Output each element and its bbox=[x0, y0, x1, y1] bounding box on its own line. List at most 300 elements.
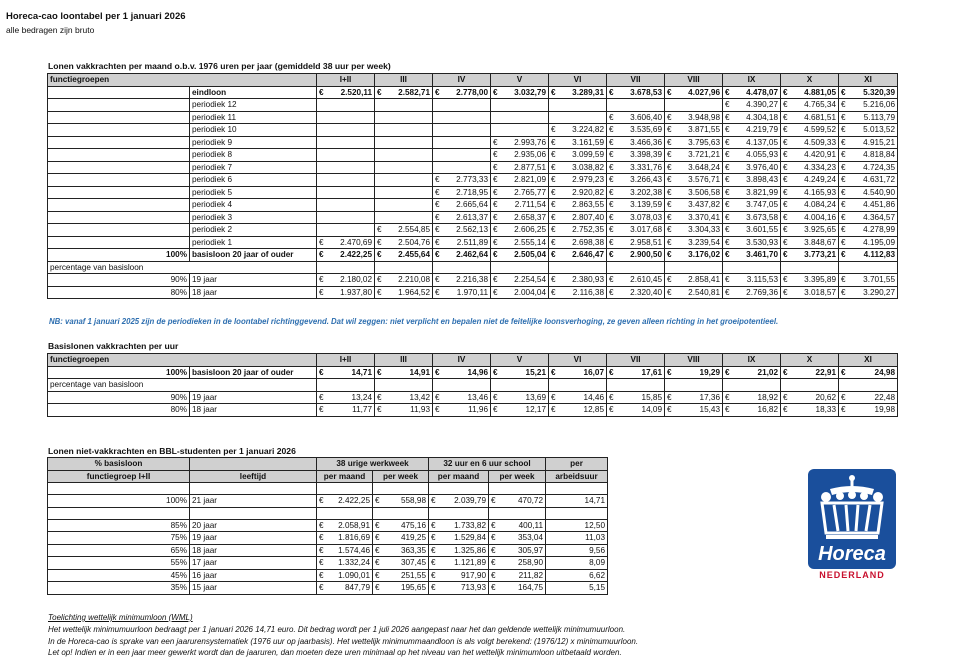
money-value: 4.818,84 bbox=[863, 150, 896, 159]
table-row bbox=[48, 519, 608, 532]
money-cell bbox=[489, 544, 546, 557]
empty-cell bbox=[375, 261, 433, 274]
money-cell bbox=[491, 111, 549, 124]
header-group: III bbox=[375, 74, 433, 87]
currency-symbol: € bbox=[435, 237, 440, 247]
currency-symbol: € bbox=[319, 237, 324, 247]
money-value: 2.646,47 bbox=[572, 250, 605, 259]
currency-symbol: € bbox=[841, 237, 846, 247]
row-percentage: 35% bbox=[48, 582, 190, 595]
money-cell bbox=[429, 557, 489, 570]
money-value: 2.320,40 bbox=[630, 287, 663, 297]
row-percentage: 45% bbox=[48, 569, 190, 582]
currency-symbol: € bbox=[319, 496, 324, 505]
money-value: 3.461,70 bbox=[746, 250, 779, 259]
money-value: 2.858,41 bbox=[688, 275, 721, 284]
currency-symbol: € bbox=[493, 405, 498, 414]
money-value: 3.370,41 bbox=[688, 212, 721, 222]
money-cell bbox=[723, 124, 781, 137]
header-functiegroepen: functiegroepen bbox=[48, 74, 317, 87]
money-value: 3.290,27 bbox=[863, 287, 896, 297]
table-row bbox=[48, 186, 898, 199]
row-age: 15 jaar bbox=[190, 582, 317, 595]
money-cell bbox=[723, 174, 781, 187]
money-cell bbox=[433, 86, 491, 99]
money-cell bbox=[373, 569, 429, 582]
money-cell bbox=[839, 136, 898, 149]
row-label: periodiek 2 bbox=[190, 224, 317, 237]
money-value: 2.752,35 bbox=[572, 225, 605, 234]
money-value: 3.395,89 bbox=[804, 275, 837, 284]
money-cell bbox=[373, 557, 429, 570]
money-cell bbox=[839, 366, 898, 379]
header-arbeidsuur: arbeidsuur bbox=[546, 470, 608, 483]
money-value: 3.795,63 bbox=[688, 137, 721, 147]
money-cell bbox=[723, 149, 781, 162]
money-value: 2.562,13 bbox=[456, 225, 489, 234]
currency-symbol: € bbox=[551, 87, 556, 97]
currency-symbol: € bbox=[667, 87, 672, 97]
money-cell bbox=[549, 186, 607, 199]
header-group: X bbox=[781, 74, 839, 87]
money-cell bbox=[549, 274, 607, 287]
money-cell bbox=[665, 186, 723, 199]
money-cell bbox=[317, 569, 373, 582]
money-cell bbox=[375, 391, 433, 404]
money-cell bbox=[433, 174, 491, 187]
money-cell bbox=[723, 136, 781, 149]
money-value: 2.380,93 bbox=[572, 275, 605, 284]
currency-symbol: € bbox=[841, 287, 846, 297]
money-cell bbox=[375, 186, 433, 199]
money-value: 3.871,55 bbox=[688, 125, 721, 134]
currency-symbol: € bbox=[783, 87, 788, 97]
money-cell bbox=[433, 149, 491, 162]
money-cell bbox=[433, 211, 491, 224]
money-cell bbox=[607, 249, 665, 262]
money-value: 3.017,68 bbox=[630, 225, 663, 234]
currency-symbol: € bbox=[667, 237, 672, 247]
money-cell bbox=[665, 249, 723, 262]
money-value: 13,42 bbox=[409, 392, 431, 402]
money-value: 2.505,04 bbox=[514, 250, 547, 259]
money-cell bbox=[549, 174, 607, 187]
money-value: 2.920,82 bbox=[572, 187, 605, 197]
currency-symbol: € bbox=[551, 392, 556, 402]
row-label: 18 jaar bbox=[190, 286, 317, 299]
currency-symbol: € bbox=[725, 175, 730, 184]
row-age: 21 jaar bbox=[190, 495, 317, 508]
money-value: 2.180,02 bbox=[340, 275, 373, 284]
money-value: 24,98 bbox=[874, 367, 896, 377]
currency-symbol: € bbox=[725, 87, 730, 97]
currency-symbol: € bbox=[435, 225, 440, 234]
money-value: 14,71 bbox=[351, 367, 373, 377]
empty-cell bbox=[546, 507, 608, 519]
empty-cell bbox=[546, 483, 608, 495]
money-cell bbox=[375, 211, 433, 224]
currency-symbol: € bbox=[435, 250, 440, 259]
money-cell bbox=[781, 99, 839, 112]
money-cell bbox=[781, 391, 839, 404]
money-value: 2.773,33 bbox=[456, 175, 489, 184]
money-value: 2.993,76 bbox=[514, 137, 547, 147]
row-percentage bbox=[48, 236, 190, 249]
row-label: basisloon 20 jaar of ouder bbox=[190, 366, 317, 379]
header-group: V bbox=[491, 74, 549, 87]
table-row bbox=[48, 224, 898, 237]
currency-symbol: € bbox=[667, 275, 672, 284]
currency-symbol: € bbox=[377, 250, 382, 259]
money-cell bbox=[433, 186, 491, 199]
money-value: 15,85 bbox=[641, 392, 663, 402]
currency-symbol: € bbox=[609, 150, 614, 159]
currency-symbol: € bbox=[667, 250, 672, 259]
money-value: 2.058,91 bbox=[338, 520, 370, 530]
currency-symbol: € bbox=[783, 137, 788, 147]
money-cell bbox=[549, 111, 607, 124]
money-cell bbox=[839, 274, 898, 287]
header-group: XI bbox=[839, 354, 898, 367]
currency-symbol: € bbox=[725, 162, 730, 172]
money-value: 3.848,67 bbox=[804, 237, 837, 247]
money-cell bbox=[839, 186, 898, 199]
currency-symbol: € bbox=[551, 212, 556, 222]
currency-symbol: € bbox=[431, 558, 436, 567]
currency-symbol: € bbox=[551, 162, 556, 172]
money-value: 1.574,46 bbox=[338, 545, 370, 555]
row-age: 19 jaar bbox=[190, 532, 317, 545]
money-value: 3.099,59 bbox=[572, 150, 605, 159]
currency-symbol: € bbox=[377, 392, 382, 402]
money-cell bbox=[433, 274, 491, 287]
row-label: 19 jaar bbox=[190, 391, 317, 404]
empty-cell bbox=[723, 261, 781, 274]
table-row bbox=[48, 366, 898, 379]
money-value: 17,61 bbox=[641, 367, 663, 377]
money-value: 1.121,89 bbox=[454, 558, 486, 567]
currency-symbol: € bbox=[841, 137, 846, 147]
money-cell bbox=[433, 224, 491, 237]
empty-cell bbox=[665, 379, 723, 392]
money-value: 5.320,39 bbox=[863, 87, 896, 97]
currency-symbol: € bbox=[667, 137, 672, 147]
table-header-row bbox=[48, 458, 608, 471]
money-value: 4.195,09 bbox=[863, 237, 896, 247]
money-cell bbox=[781, 124, 839, 137]
money-cell bbox=[317, 544, 373, 557]
money-cell bbox=[375, 124, 433, 137]
empty-cell bbox=[373, 507, 429, 519]
money-cell bbox=[607, 124, 665, 137]
money-value: 1.970,11 bbox=[456, 287, 489, 297]
row-label: periodiek 4 bbox=[190, 199, 317, 212]
money-cell bbox=[665, 391, 723, 404]
money-value: 1.332,24 bbox=[338, 558, 370, 567]
monthly-wage-table bbox=[47, 73, 898, 299]
currency-symbol: € bbox=[667, 225, 672, 234]
money-value: 2.582,71 bbox=[398, 87, 431, 97]
money-cell bbox=[375, 366, 433, 379]
money-value: 305,97 bbox=[517, 545, 544, 555]
row-label: periodiek 3 bbox=[190, 211, 317, 224]
row-percentage: 65% bbox=[48, 544, 190, 557]
money-cell bbox=[429, 544, 489, 557]
empty-cell bbox=[491, 261, 549, 274]
currency-symbol: € bbox=[377, 275, 382, 284]
money-value: 164,75 bbox=[517, 583, 544, 592]
wml-line-1: Het wettelijk minimumuurloon bedraagt per 1 januari 2026 14,71 euro. Dit bedrag wordt per 1 juli 2026 aangepast naar het dan geldende wettelijk minimumuurloon. bbox=[48, 624, 626, 634]
money-cell bbox=[549, 366, 607, 379]
money-cell bbox=[781, 236, 839, 249]
money-cell bbox=[491, 366, 549, 379]
table-row bbox=[48, 99, 898, 112]
header-group: VII bbox=[607, 354, 665, 367]
money-cell bbox=[607, 111, 665, 124]
money-value: 2.610,45 bbox=[630, 275, 663, 284]
money-cell bbox=[723, 249, 781, 262]
currency-symbol: € bbox=[493, 225, 498, 234]
currency-symbol: € bbox=[841, 87, 846, 97]
currency-symbol: € bbox=[725, 237, 730, 247]
row-percentage bbox=[48, 111, 190, 124]
money-cell bbox=[375, 404, 433, 417]
money-cell bbox=[491, 124, 549, 137]
hourly-value: 11,03 bbox=[546, 532, 608, 545]
empty-cell bbox=[375, 379, 433, 392]
row-percentage bbox=[48, 86, 190, 99]
hourly-value: 14,71 bbox=[546, 495, 608, 508]
currency-symbol: € bbox=[841, 225, 846, 234]
currency-symbol: € bbox=[377, 237, 382, 247]
currency-symbol: € bbox=[493, 250, 498, 259]
money-cell bbox=[373, 532, 429, 545]
money-cell bbox=[781, 404, 839, 417]
money-cell bbox=[723, 391, 781, 404]
money-value: 475,16 bbox=[400, 520, 426, 530]
wml-heading: Toelichting wettelijk minimumloon (WML) bbox=[48, 613, 193, 622]
header-32-hour-school: 32 uur en 6 uur school bbox=[429, 458, 546, 471]
money-value: 4.278,99 bbox=[863, 225, 896, 234]
currency-symbol: € bbox=[609, 200, 614, 209]
money-cell bbox=[781, 249, 839, 262]
money-value: 3.289,31 bbox=[572, 87, 605, 97]
money-cell bbox=[839, 174, 898, 187]
money-cell bbox=[607, 161, 665, 174]
money-value: 2.039,79 bbox=[454, 496, 486, 505]
money-cell bbox=[723, 99, 781, 112]
money-cell bbox=[839, 99, 898, 112]
currency-symbol: € bbox=[551, 137, 556, 147]
money-cell bbox=[665, 111, 723, 124]
table-row bbox=[48, 211, 898, 224]
money-cell bbox=[607, 199, 665, 212]
money-cell bbox=[607, 99, 665, 112]
money-cell bbox=[839, 161, 898, 174]
money-value: 1.816,69 bbox=[338, 533, 370, 542]
money-cell bbox=[549, 404, 607, 417]
currency-symbol: € bbox=[783, 367, 788, 377]
wml-explanation bbox=[48, 612, 638, 659]
money-value: 11,77 bbox=[352, 405, 373, 414]
money-cell bbox=[491, 286, 549, 299]
money-cell bbox=[607, 174, 665, 187]
logo-brand-text: Horeca bbox=[818, 543, 886, 565]
money-value: 5.113,79 bbox=[863, 112, 896, 122]
money-cell bbox=[433, 249, 491, 262]
currency-symbol: € bbox=[725, 200, 730, 209]
currency-symbol: € bbox=[725, 287, 730, 297]
currency-symbol: € bbox=[841, 175, 846, 184]
currency-symbol: € bbox=[725, 187, 730, 197]
money-value: 2.511,89 bbox=[456, 237, 489, 247]
currency-symbol: € bbox=[319, 533, 324, 542]
money-value: 4.334,23 bbox=[804, 162, 837, 172]
money-cell bbox=[549, 224, 607, 237]
currency-symbol: € bbox=[783, 162, 788, 172]
money-cell bbox=[317, 211, 375, 224]
money-value: 2.116,38 bbox=[572, 287, 605, 297]
money-cell bbox=[723, 236, 781, 249]
currency-symbol: € bbox=[783, 250, 788, 259]
money-cell bbox=[375, 111, 433, 124]
hourly-value: 6,62 bbox=[546, 569, 608, 582]
row-percentage bbox=[48, 136, 190, 149]
money-cell bbox=[489, 532, 546, 545]
empty-cell bbox=[317, 507, 373, 519]
money-cell bbox=[317, 149, 375, 162]
money-value: 2.004,04 bbox=[514, 287, 547, 297]
currency-symbol: € bbox=[667, 125, 672, 134]
currency-symbol: € bbox=[319, 392, 324, 402]
money-value: 3.601,55 bbox=[746, 225, 779, 234]
money-cell bbox=[549, 199, 607, 212]
money-value: 1.090,01 bbox=[338, 570, 370, 580]
header-group: X bbox=[781, 354, 839, 367]
currency-symbol: € bbox=[377, 287, 382, 297]
money-cell bbox=[433, 286, 491, 299]
money-value: 2.807,40 bbox=[572, 212, 605, 222]
money-value: 2.422,25 bbox=[340, 250, 373, 259]
currency-symbol: € bbox=[435, 287, 440, 297]
money-value: 3.202,38 bbox=[630, 187, 663, 197]
money-cell bbox=[317, 174, 375, 187]
currency-symbol: € bbox=[491, 570, 496, 580]
money-value: 11,93 bbox=[410, 405, 431, 414]
row-percentage bbox=[48, 224, 190, 237]
money-value: 2.462,64 bbox=[456, 250, 489, 259]
money-cell bbox=[373, 519, 429, 532]
money-cell bbox=[781, 199, 839, 212]
money-cell bbox=[373, 495, 429, 508]
header-empty bbox=[190, 458, 317, 471]
money-value: 3.673,58 bbox=[746, 212, 779, 222]
money-value: 2.769,36 bbox=[746, 287, 779, 297]
table-row bbox=[48, 174, 898, 187]
currency-symbol: € bbox=[725, 112, 730, 122]
money-value: 847,79 bbox=[344, 583, 370, 592]
row-percentage: 80% bbox=[48, 286, 190, 299]
currency-symbol: € bbox=[375, 570, 380, 580]
money-value: 470,72 bbox=[517, 496, 544, 505]
currency-symbol: € bbox=[431, 570, 436, 580]
table-header-row bbox=[48, 470, 608, 483]
money-value: 2.606,25 bbox=[514, 225, 547, 234]
row-label: periodiek 8 bbox=[190, 149, 317, 162]
money-value: 251,55 bbox=[400, 570, 426, 580]
currency-symbol: € bbox=[667, 287, 672, 297]
currency-symbol: € bbox=[491, 520, 496, 530]
money-value: 3.948,98 bbox=[688, 112, 721, 122]
money-cell bbox=[723, 366, 781, 379]
money-cell bbox=[723, 199, 781, 212]
currency-symbol: € bbox=[551, 275, 556, 284]
header-leeftijd: leeftijd bbox=[190, 470, 317, 483]
money-cell bbox=[607, 224, 665, 237]
header-group: IV bbox=[433, 354, 491, 367]
money-value: 1.529,84 bbox=[454, 533, 486, 542]
header-group: IX bbox=[723, 354, 781, 367]
empty-cell bbox=[665, 261, 723, 274]
money-cell bbox=[549, 211, 607, 224]
money-value: 4.249,24 bbox=[804, 175, 837, 184]
empty-cell bbox=[549, 379, 607, 392]
empty-cell bbox=[607, 379, 665, 392]
horeca-nederland-logo bbox=[808, 469, 896, 581]
money-value: 12,17 bbox=[525, 405, 547, 414]
money-value: 2.821,09 bbox=[514, 175, 547, 184]
table-row bbox=[48, 199, 898, 212]
money-value: 3.648,24 bbox=[688, 162, 721, 172]
currency-symbol: € bbox=[783, 200, 788, 209]
money-cell bbox=[665, 211, 723, 224]
money-value: 3.239,54 bbox=[688, 237, 721, 247]
money-cell bbox=[549, 124, 607, 137]
currency-symbol: € bbox=[667, 175, 672, 184]
row-age: 18 jaar bbox=[190, 544, 317, 557]
row-percentage: 100% bbox=[48, 249, 190, 262]
money-value: 2.216,38 bbox=[456, 275, 489, 284]
currency-symbol: € bbox=[725, 137, 730, 147]
money-value: 4.451,86 bbox=[863, 200, 896, 209]
money-cell bbox=[491, 211, 549, 224]
money-value: 3.925,65 bbox=[804, 225, 837, 234]
money-value: 14,09 bbox=[641, 405, 663, 414]
currency-symbol: € bbox=[667, 212, 672, 222]
currency-symbol: € bbox=[431, 496, 436, 505]
money-value: 2.540,81 bbox=[688, 287, 721, 297]
currency-symbol: € bbox=[375, 533, 380, 542]
wml-line-3: Let op! Indien er in een jaar meer gewerkt wordt dan de jaaruren, dan moeten deze uren minimaal op het niveau van het wettelijk minimumloon uitbetaald worden. bbox=[48, 648, 622, 658]
money-value: 353,04 bbox=[517, 533, 544, 542]
money-value: 13,46 bbox=[467, 392, 489, 402]
row-label: 18 jaar bbox=[190, 404, 317, 417]
money-value: 558,98 bbox=[400, 496, 426, 505]
row-percentage bbox=[48, 186, 190, 199]
currency-symbol: € bbox=[841, 212, 846, 222]
row-label: periodiek 9 bbox=[190, 136, 317, 149]
money-value: 2.765,77 bbox=[514, 187, 547, 197]
currency-symbol: € bbox=[609, 287, 614, 297]
money-cell bbox=[781, 366, 839, 379]
currency-symbol: € bbox=[609, 225, 614, 234]
row-percentage: 90% bbox=[48, 391, 190, 404]
money-value: 2.718,95 bbox=[456, 187, 489, 197]
money-cell bbox=[433, 136, 491, 149]
money-cell bbox=[781, 174, 839, 187]
money-cell bbox=[375, 99, 433, 112]
money-value: 4.390,27 bbox=[746, 100, 779, 109]
